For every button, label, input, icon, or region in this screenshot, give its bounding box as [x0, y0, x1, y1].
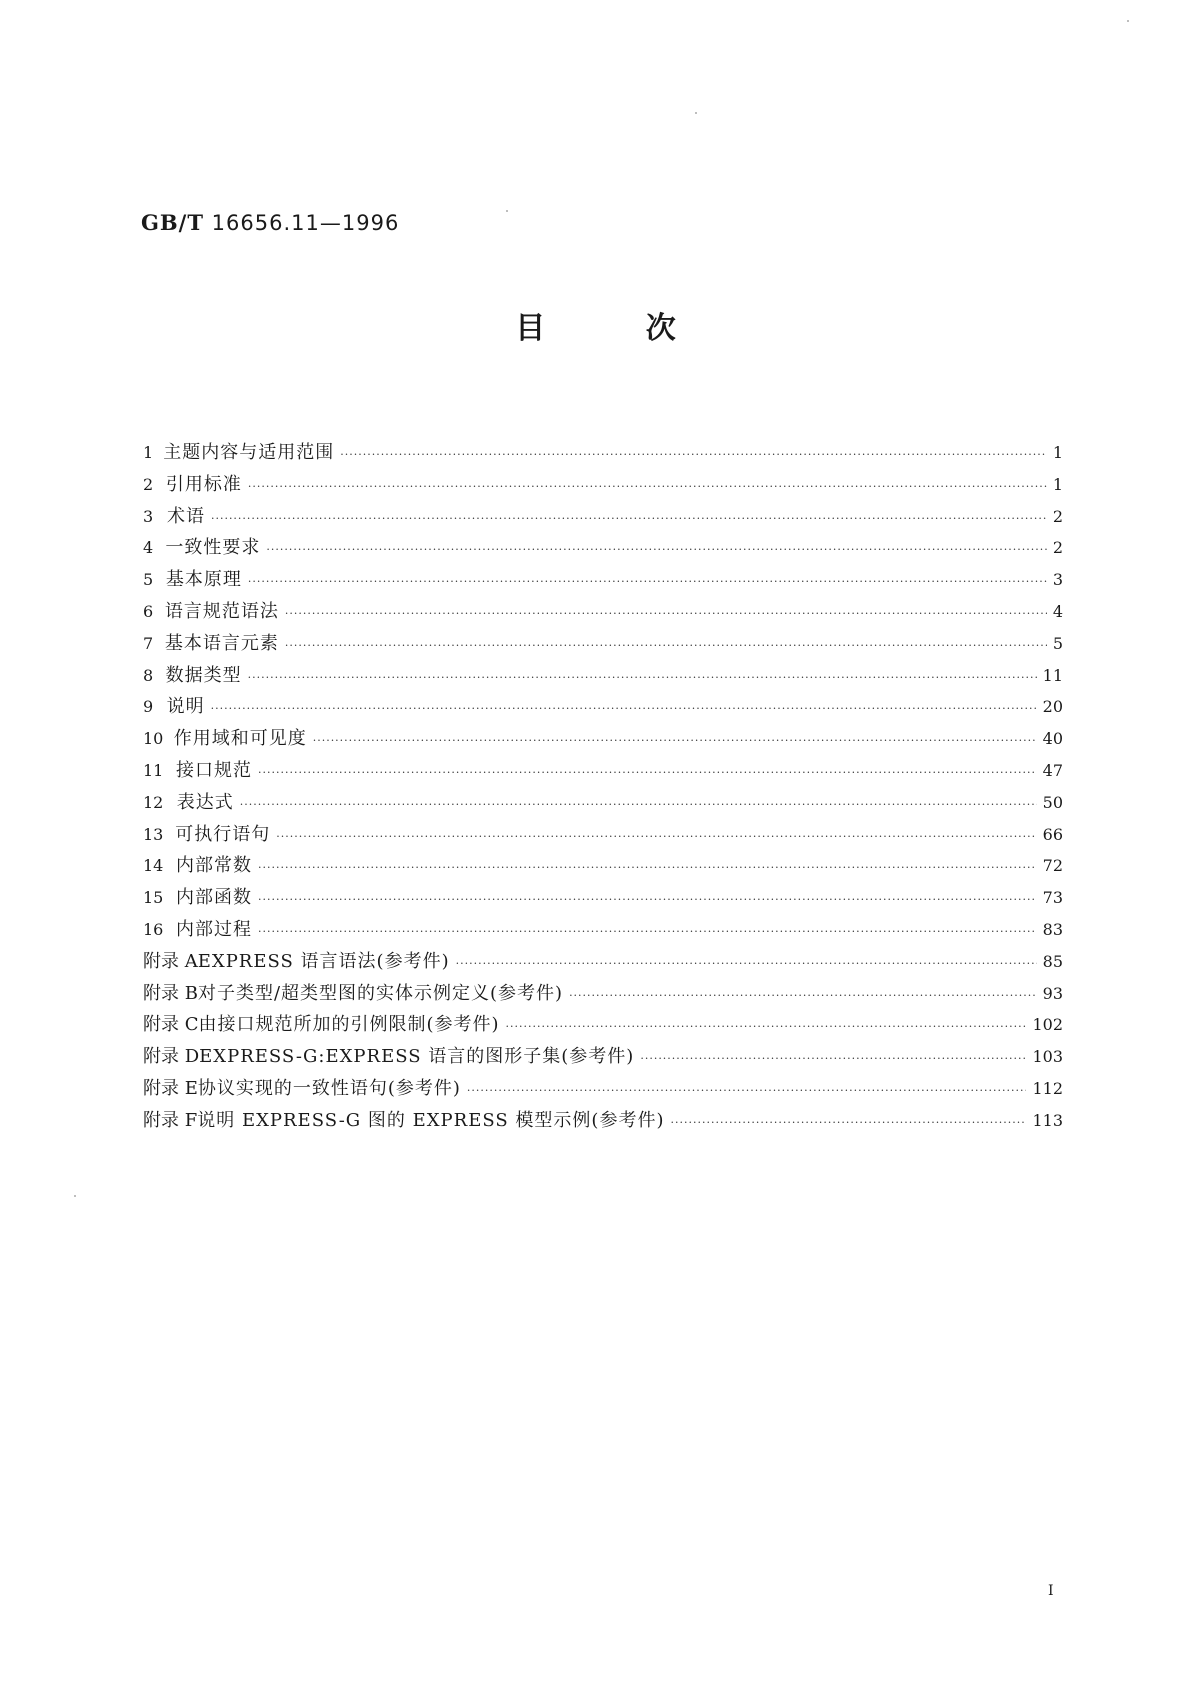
- toc-page: 113: [1032, 1110, 1063, 1130]
- toc-page: 93: [1042, 983, 1063, 1003]
- toc-leader: [266, 543, 1046, 556]
- toc-title: 引用标准: [165, 473, 242, 495]
- toc-title: 主题内容与适用范围: [163, 442, 335, 463]
- toc-title: 由接口规范所加的引例限制(参考件): [198, 1014, 500, 1036]
- toc-number: 7: [143, 633, 154, 653]
- toc-title: 协议实现的一致性语句(参考件): [197, 1077, 461, 1099]
- standard-prefix: GB/T: [141, 210, 204, 235]
- toc-entry-3[interactable]: [143, 502, 1063, 534]
- toc-number: 12: [143, 792, 164, 812]
- toc-leader: [240, 798, 1037, 811]
- page-folio: I: [1048, 1583, 1054, 1599]
- toc-entry-10[interactable]: [143, 724, 1063, 756]
- toc-entry-2[interactable]: [143, 470, 1063, 502]
- scan-speck: [1127, 20, 1129, 22]
- toc-page: 83: [1042, 919, 1063, 939]
- scan-speck: [506, 210, 508, 212]
- toc-number: 附录 A: [143, 950, 198, 972]
- toc-leader: [640, 1052, 1026, 1065]
- toc-title: 内部函数: [176, 887, 253, 909]
- toc-page: 4: [1052, 601, 1063, 621]
- toc-page: 11: [1042, 665, 1063, 685]
- toc-title: 接口规范: [176, 759, 253, 781]
- toc-page: 1: [1052, 443, 1063, 462]
- scan-speck: [74, 1195, 76, 1197]
- toc-number: 2: [143, 474, 154, 494]
- toc-number: 5: [143, 570, 154, 590]
- toc-page: 66: [1042, 824, 1063, 844]
- toc-leader: [248, 671, 1037, 684]
- toc-leader: [211, 512, 1047, 525]
- toc-entry-15[interactable]: [143, 883, 1063, 915]
- toc-appendix-d[interactable]: [143, 1042, 1063, 1074]
- toc-title: 说明 EXPRESS-G 图的 EXPRESS 模型示例(参考件): [197, 1109, 665, 1131]
- toc-number: 附录 C: [143, 1014, 199, 1036]
- toc-title: 可执行语句: [175, 823, 271, 845]
- toc-title: 说明: [166, 696, 205, 718]
- toc-entry-5[interactable]: [143, 565, 1063, 597]
- toc-title: 语言规范语法: [164, 600, 279, 622]
- toc-number: 6: [143, 601, 154, 621]
- toc-page: 72: [1042, 856, 1063, 876]
- standard-number: [141, 210, 399, 235]
- toc-leader: [248, 480, 1047, 493]
- toc-page: 102: [1032, 1015, 1063, 1035]
- toc-leader: [248, 575, 1047, 588]
- toc-entry-12[interactable]: [143, 788, 1063, 820]
- toc-title: EXPRESS-G:EXPRESS 语言的图形子集(参考件): [199, 1046, 635, 1068]
- toc-page: 5: [1052, 633, 1063, 653]
- toc-title: 术语: [166, 505, 205, 527]
- toc-entry-13[interactable]: [143, 820, 1063, 852]
- toc-leader: [258, 861, 1037, 874]
- toc-entry-9[interactable]: [143, 692, 1063, 724]
- toc-title: 表达式: [176, 791, 234, 813]
- toc-page: 40: [1042, 729, 1063, 749]
- toc-page: 2: [1052, 538, 1063, 558]
- toc-number: 4: [143, 538, 154, 558]
- toc-page: 47: [1042, 760, 1063, 780]
- toc-title: 作用域和可见度: [173, 728, 307, 750]
- toc-entry-1[interactable]: [143, 438, 1063, 470]
- toc-title: 对子类型/超类型图的实体示例定义(参考件): [197, 982, 564, 1004]
- toc-title: 内部过程: [176, 918, 253, 940]
- toc-number: 附录 E: [143, 1077, 198, 1099]
- toc-number: 10: [143, 729, 164, 749]
- toc-leader: [258, 766, 1037, 779]
- scan-speck: [695, 112, 697, 114]
- toc-page: 73: [1042, 888, 1063, 908]
- toc-appendix-b[interactable]: [143, 979, 1063, 1011]
- toc-leader: [285, 607, 1047, 620]
- toc-title: 基本原理: [165, 569, 242, 591]
- toc-number: 附录 F: [143, 1109, 198, 1131]
- toc-page: 1: [1052, 474, 1063, 494]
- toc-leader: [467, 1084, 1027, 1097]
- toc-appendix-f[interactable]: [143, 1106, 1063, 1138]
- toc-number: 14: [143, 856, 164, 876]
- toc-leader: [258, 925, 1037, 938]
- toc-entry-4[interactable]: [143, 533, 1063, 565]
- toc-title: EXPRESS 语言语法(参考件): [197, 950, 450, 972]
- standard-code: 16656.11—1996: [211, 211, 400, 235]
- toc-number: 9: [143, 697, 154, 717]
- toc-appendix-e[interactable]: [143, 1074, 1063, 1106]
- toc-number: 3: [143, 506, 154, 526]
- toc-leader: [285, 639, 1047, 652]
- toc-leader: [340, 448, 1047, 461]
- toc-page: 2: [1052, 506, 1063, 526]
- toc-entry-11[interactable]: [143, 756, 1063, 788]
- title-char-1: 目: [515, 311, 546, 346]
- toc-leader: [211, 702, 1037, 715]
- toc-number: 16: [143, 919, 164, 939]
- toc-leader: [258, 893, 1037, 906]
- toc-leader: [506, 1020, 1027, 1033]
- toc-page: 3: [1052, 570, 1063, 590]
- toc-entry-7[interactable]: [143, 629, 1063, 661]
- toc-leader: [569, 989, 1037, 1002]
- toc-number: 1: [143, 443, 154, 462]
- toc-leader: [276, 830, 1036, 843]
- toc-page: 85: [1042, 951, 1063, 971]
- table-of-contents: [143, 438, 1063, 1138]
- toc-entry-16[interactable]: [143, 915, 1063, 947]
- toc-page: 103: [1032, 1047, 1063, 1067]
- title-char-2: 次: [645, 311, 676, 346]
- toc-number: 13: [143, 824, 164, 844]
- page-title: [0, 303, 1191, 347]
- toc-title: 内部常数: [176, 855, 253, 877]
- toc-title: 基本语言元素: [164, 632, 279, 654]
- toc-appendix-a[interactable]: [143, 947, 1063, 979]
- toc-title: 数据类型: [165, 664, 242, 686]
- toc-page: 112: [1032, 1078, 1063, 1098]
- toc-leader: [670, 1116, 1026, 1129]
- toc-number: 15: [143, 888, 164, 908]
- toc-leader: [456, 957, 1037, 970]
- toc-page: 20: [1042, 697, 1063, 717]
- toc-entry-14[interactable]: [143, 851, 1063, 883]
- toc-entry-8[interactable]: [143, 661, 1063, 693]
- toc-entry-6[interactable]: [143, 597, 1063, 629]
- toc-leader: [313, 734, 1037, 747]
- toc-page: 50: [1042, 792, 1063, 812]
- toc-number: 附录 B: [143, 982, 198, 1004]
- toc-appendix-c[interactable]: [143, 1010, 1063, 1042]
- toc-number: 8: [143, 665, 154, 685]
- toc-number: 附录 D: [143, 1046, 200, 1068]
- toc-number: 11: [143, 760, 164, 780]
- toc-title: 一致性要求: [165, 537, 261, 559]
